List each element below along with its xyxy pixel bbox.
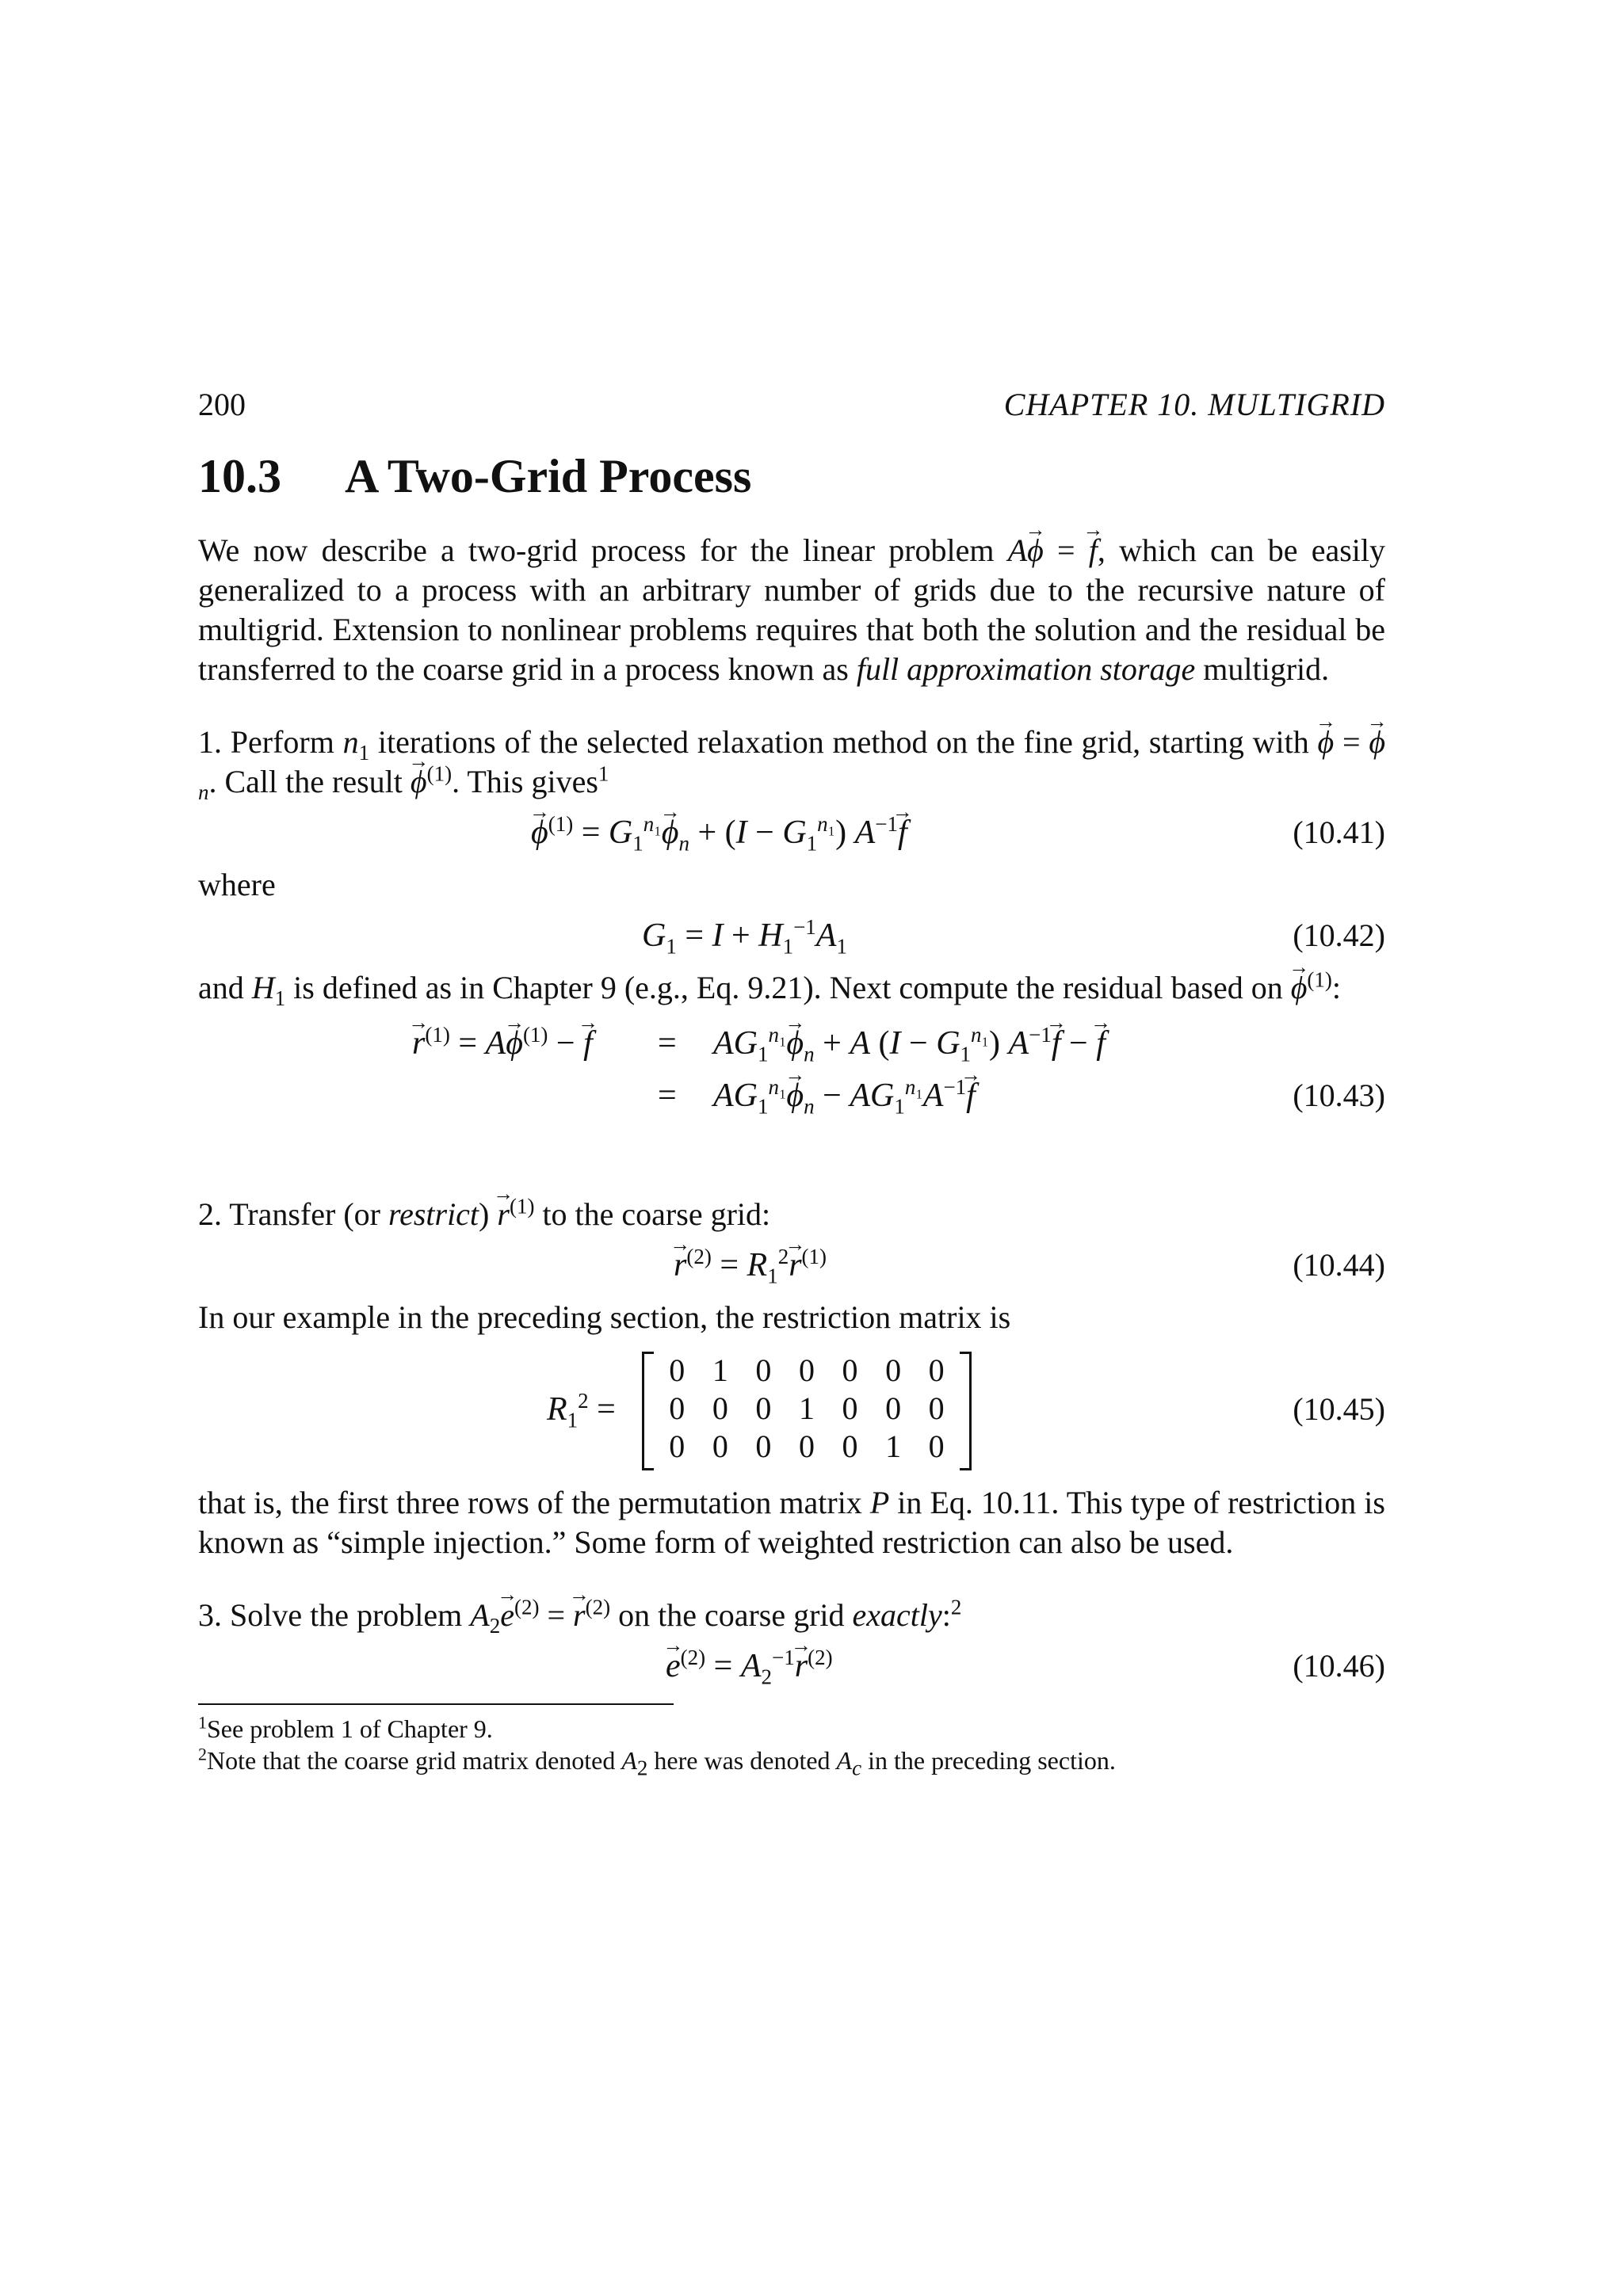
step-1: 1. Perform $n_1$ iterations of the selected relaxation method on the fine grid, starting with → ϕ = → $\phi_n$. Call the result → $\phi^{(1)}$. This gives$^1$ — [198, 723, 1385, 802]
intro-paragraph: We now describe a two-grid process for the linear problem A→ ϕ = → f, which can be easily generalized to a process with an arbitrary number of grids due to the recursive nature of multigrid. Extension to nonlinear problems requires that both the solution and the residual be transferred to the coarse grid in a process known as full approximation storage multigrid. — [198, 531, 1385, 689]
emphasis: full approximation storage — [856, 651, 1196, 687]
equation-number: (10.46) — [1293, 1648, 1385, 1684]
step-3: 3. Solve the problem $A_2\to e^{(2)}$ = → $r^{(2)}$ on the coarse grid exactly:$^2$ — [198, 1596, 1385, 1635]
equation-number: (10.44) — [1293, 1247, 1385, 1283]
equation-10-42: $G_1 = I + H_1^{-1}A_1$ (10.42) — [642, 915, 1385, 959]
footnote-mark: 1 — [598, 761, 609, 786]
chapter-title: CHAPTER 10. MULTIGRID — [1003, 387, 1385, 422]
equation-10-46: → $e^{(2)} = A_2^{-1}\to r^{(2)}$ (10.46) — [198, 1642, 1385, 1692]
matrix-row: 0 0 0 1 0 0 0 — [669, 1390, 945, 1426]
section-heading — [198, 448, 1385, 504]
equation-number: (10.45) — [1293, 1391, 1385, 1427]
page-number: 200 — [198, 387, 246, 422]
running-head — [198, 385, 1385, 425]
equation-number: (10.43) — [1293, 1077, 1385, 1113]
example-text: In our example in the preceding section, the restriction matrix is — [198, 1299, 1011, 1335]
equation-10-45: $R_1^2$ = 0 1 0 0 0 0 0 0 0 0 1 0 0 0 0 0 0 0 0 1 0 (10.45) — [198, 1352, 1385, 1470]
matrix-row: 0 0 0 0 0 1 0 — [669, 1428, 945, 1464]
footnote-mark: 2 — [950, 1595, 962, 1619]
where-text: where — [198, 867, 276, 902]
section-title: A Two-Grid Process — [345, 450, 752, 502]
equation-10-44: → $r^{(2)} = R_1^2\to r^{(1)}$ (10.44) — [198, 1241, 1385, 1291]
step-2: 2. Transfer (or restrict) → $r^{(1)}$ to the coarse grid: — [198, 1195, 1385, 1234]
matrix-row: 0 1 0 0 0 0 0 — [669, 1352, 945, 1388]
footnote-rule — [198, 1703, 674, 1705]
step-1-continued: and $H_1$ is defined as in Chapter 9 (e.g., Eq. 9.21). Next compute the residual based on → $\phi^{(1)}$: — [198, 968, 1385, 1008]
restriction-explanation: that is, the first three rows of the permutation matrix P in Eq. 10.11. This type of restriction is known as “simple injection.” Some form of weighted restriction can also be used. — [198, 1485, 1385, 1560]
section-number: 10.3 — [198, 450, 281, 502]
equation-10-41: → $\phi^{(1)} = G_1^{n_1}\to \phi_n + (I - G_1^{n_1})$ $A^{-1}\to f$ (10.41) — [198, 808, 1385, 859]
restriction-matrix — [642, 1352, 972, 1470]
page — [198, 385, 1386, 1780]
footnote-2: $^2$Note that the coarse grid matrix denoted $A_2$ here was denoted $A_c$ in the preceding section. — [198, 1744, 1116, 1780]
equation-10-43: → $r^{(1)} = A\to \phi^{(1)}$ − → f = $AG_1^{n_1}\to \phi_n + A$ $(I - G_1^{n_1})$ $A^{-1}\to f$ − → f = $AG_1^{n_1}\to \phi_n - AG_1^{n_1}A^{-1}\to f$ (10.43) — [198, 1019, 1385, 1122]
equation-number: (10.41) — [1293, 814, 1385, 850]
equation-number: (10.42) — [1293, 917, 1385, 953]
footnote-1: $^1$See problem 1 of Chapter 9. — [198, 1712, 493, 1743]
